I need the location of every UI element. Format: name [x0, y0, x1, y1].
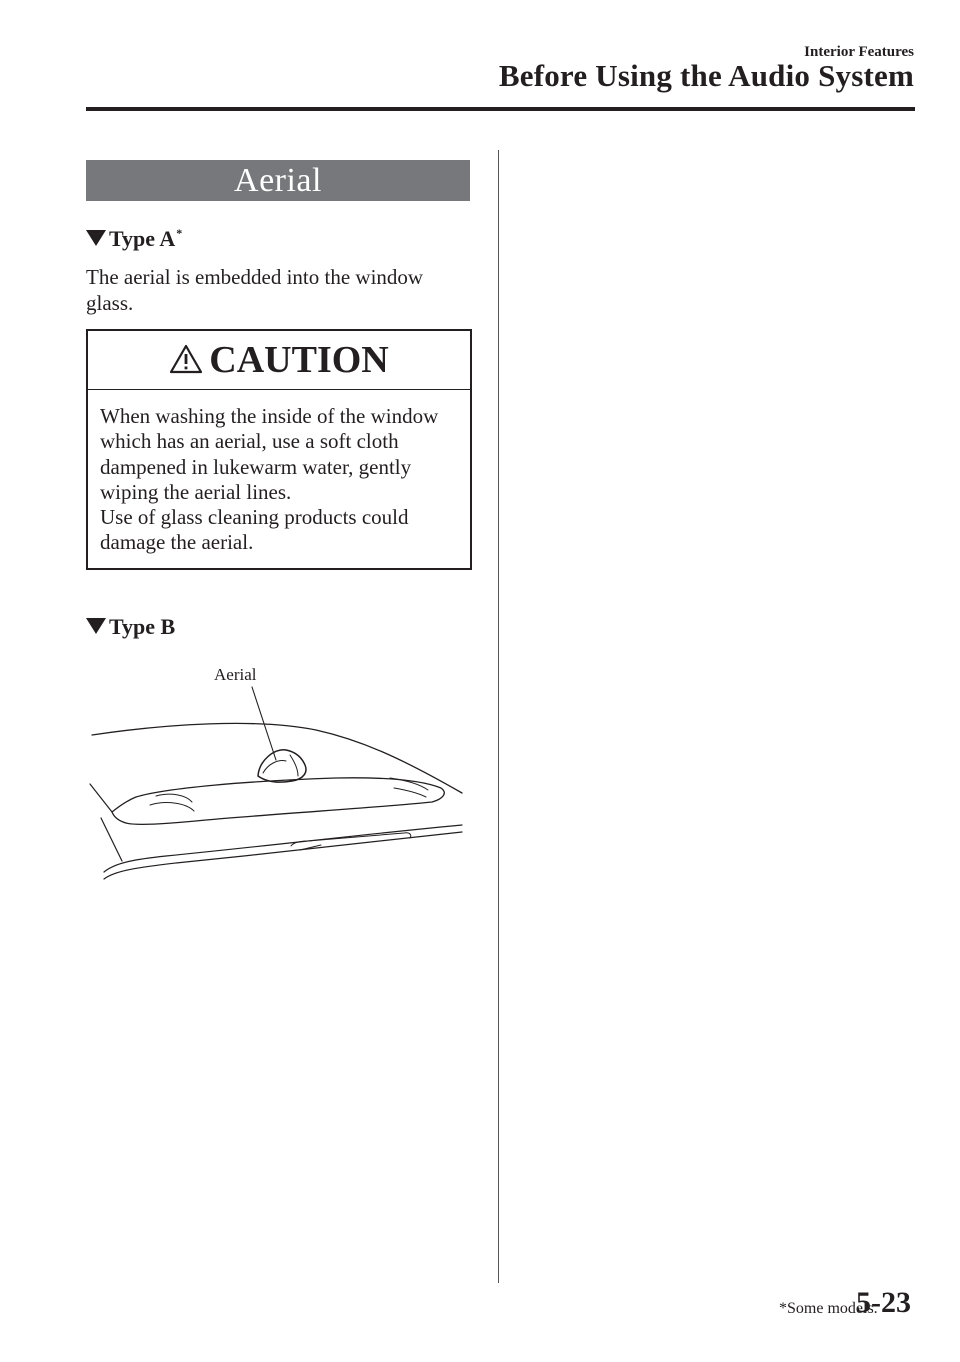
type-b-label: Type B — [109, 614, 176, 639]
type-a-label: Type A — [109, 226, 176, 251]
caution-line: damage the aerial. — [100, 530, 254, 555]
warning-triangle-icon — [169, 344, 203, 374]
caution-header — [88, 331, 470, 390]
triangle-bullet-icon — [86, 618, 106, 634]
caution-line: wiping the aerial lines. — [100, 479, 292, 504]
triangle-bullet-icon — [86, 230, 106, 246]
caution-line: Use of glass cleaning products could — [100, 505, 409, 530]
caution-line: When washing the inside of the window — [100, 404, 439, 428]
header-rule — [86, 107, 915, 111]
caution-line: dampened in lukewarm water, gently — [100, 454, 412, 479]
aerial-callout-label: Aerial — [214, 665, 257, 684]
type-a-body: The aerial is embedded into the window glass. — [86, 265, 424, 315]
page-title: Before Using the Audio System — [498, 58, 914, 93]
caution-title: CAUTION — [209, 339, 389, 381]
caution-text — [88, 390, 470, 556]
section-title-banner: Aerial — [86, 160, 470, 201]
footnote-marker: * — [176, 226, 183, 240]
chapter-label: Interior Features — [804, 44, 914, 60]
caution-line: which has an aerial, use a soft cloth — [100, 429, 399, 454]
column-divider — [498, 150, 499, 1283]
page-number: 5-23 — [856, 1286, 911, 1319]
car-roof-aerial-drawing — [86, 660, 476, 890]
footnote-text: *Some models. — [779, 1300, 878, 1317]
aerial-illustration — [86, 660, 476, 890]
caution-box — [86, 329, 472, 570]
type-a-heading — [86, 226, 182, 252]
type-b-heading — [86, 614, 175, 640]
